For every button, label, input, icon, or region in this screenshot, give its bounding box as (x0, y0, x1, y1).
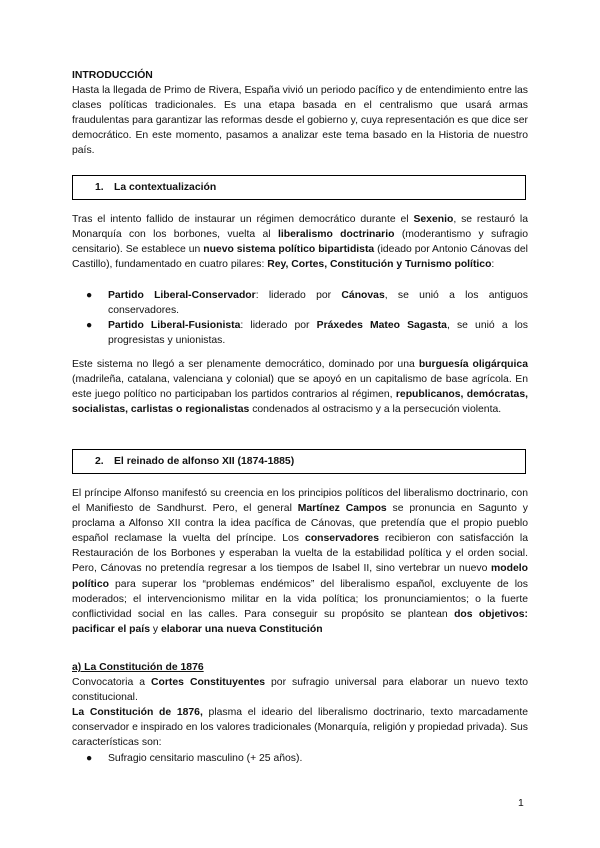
bullet-icon: ● (86, 752, 93, 764)
section-2-header (72, 449, 526, 474)
section-1-paragraph-2: Este sistema no llegó a ser plenamente democrático, dominado por una burguesía oligárquica (madrileña, catalana, valenciana y colonial) que se apoyó en un capitalismo de base agrícola. En este juego político no participaban los partidos contrarios al régimen, republicanos, demócratas, socialistas, carlistas o regionalistas condenados al ostracismo y a la persecución violenta. (72, 359, 528, 416)
section-1-paragraph-1: Tras el intento fallido de instaurar un régimen democrático durante el Sexenio, se restauró la Monarquía con los borbones, vuelta al liberalismo doctrinario (moderantismo y sufragio censitario). Se establece un nuevo sistema político bipartidista (ideado por Antonio Cánovas del Castillo), fundamentado en cuatro pilares: Rey, Cortes, Constitución y Turnismo político: (72, 214, 529, 271)
section-2-title: El reinado de alfonso XII (1874-1885) (114, 456, 295, 467)
list-item: ● Partido Liberal-Fusionista: liderado por Práxedes Mateo Sagasta, se unió a los progresistas y unionistas. (86, 320, 528, 347)
section-1-number: 1. (95, 182, 104, 193)
page-number: 1 (518, 798, 524, 809)
section-1-title: La contextualización (114, 182, 217, 193)
section-1-bullets (72, 288, 528, 348)
subsection-a-title: a) La Constitución de 1876 (72, 662, 204, 673)
section-2-paragraph-1: El príncipe Alfonso manifestó su creencia en los principios políticos del liberalismo doctrinario, con el Manifiesto de Sandhurst. Pero, el general Martínez Campos se pronuncia en Sagunto y proclama a Alfonso XII contra la idea pacífica de Cánovas, que pretendía que el propio pueblo español reclamase la vuelta del príncipe. Los conservadores recibieron con satisfacción la Restauración de los Borbones y esperaban la vuelta de la estabilidad política y el orden social. Pero, Cánovas no pretendía regresar a los tiempos de Isabel II, sino vertebrar un nuevo modelo político para superar los “problemas endémicos” del liberalismo español, excluyente de los moderados; el intervencionismo militar en la vida política; los pronunciamientos; o la fuerte conflictividad social en las calles. Para conseguir su propósito se plantean dos objetivos: pacificar el país y elaborar una nueva Constitución (72, 488, 528, 635)
list-item: ● Partido Liberal-Conservador: liderado por Cánovas, se unió a los antiguos conservadores. (86, 290, 528, 317)
bullet-icon: ● (86, 290, 93, 301)
section-2-number: 2. (95, 456, 104, 467)
subsection-a-paragraph-2: La Constitución de 1876, plasma el ideario del liberalismo doctrinario, texto marcadamente conservador e inspirado en los valores tradicionales (Monarquía, religión y propiedad privada). Sus características son: (72, 707, 528, 749)
bullet-icon: ● (86, 320, 93, 332)
intro-heading: INTRODUCCIÓN (72, 70, 153, 81)
subsection-a-paragraph-1: Convocatoria a Cortes Constituyentes por sufragio universal para elaborar un nuevo texto constitucional. (72, 677, 528, 704)
section-1-header (72, 175, 526, 200)
intro-section (72, 68, 528, 159)
intro-paragraph: Hasta la llegada de Primo de Rivera, España vivió un periodo pacífico y de entendimiento entre las clases políticas tradicionales. Es una etapa basada en el centralismo que usará armas fraudulentas para garantizar las reformas desde el gobierno y, cuya representación es que dice ser democrático. En este momento, pasamos a analizar este tema basado en la Historia de nuestro país. (72, 85, 528, 157)
subsection-a (72, 660, 528, 766)
list-item: ● Sufragio censitario masculino (+ 25 años). (72, 751, 528, 766)
